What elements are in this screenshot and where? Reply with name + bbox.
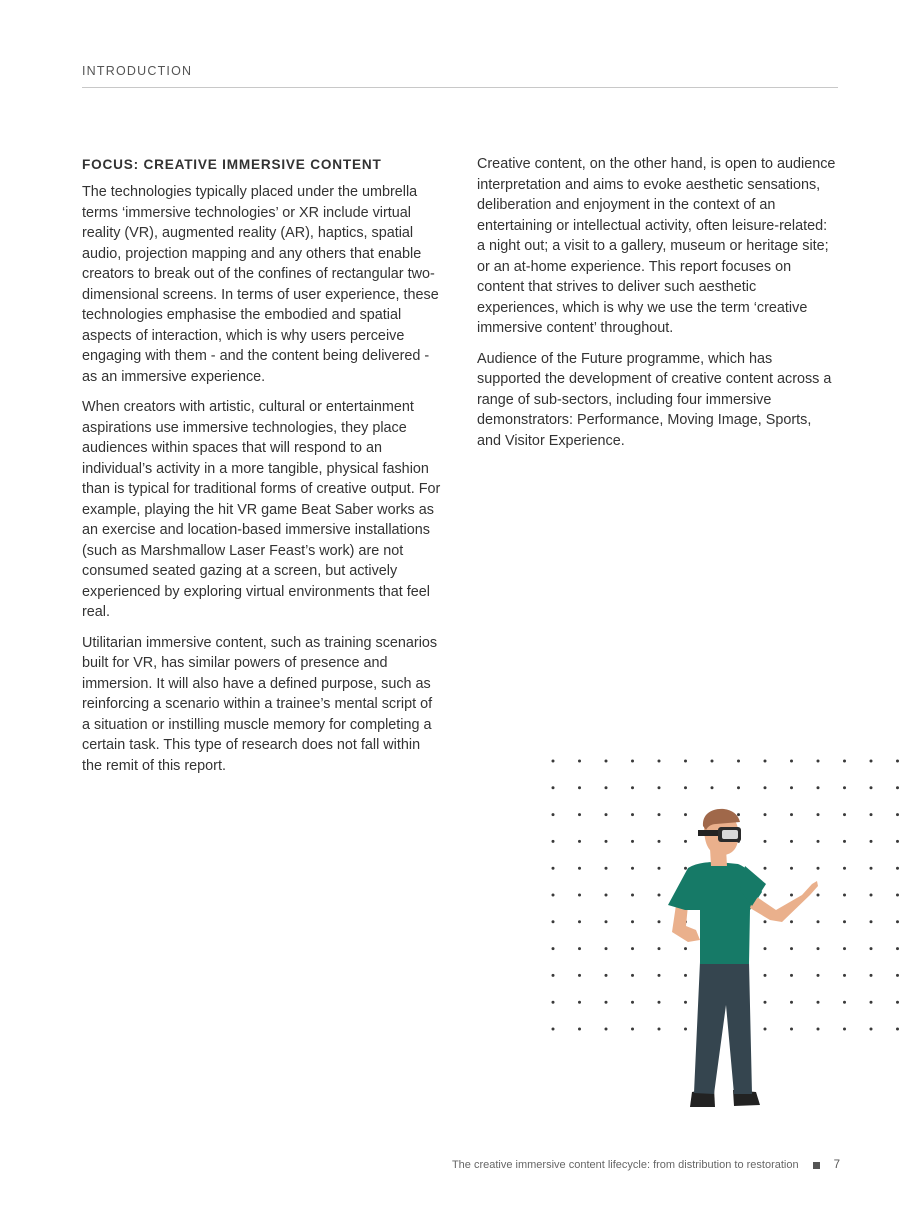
grid-dot	[843, 840, 846, 843]
grid-dot	[552, 1001, 555, 1004]
grid-dot	[870, 840, 873, 843]
grid-dot	[552, 894, 555, 897]
vr-user-illustration	[540, 750, 920, 1120]
grid-dot	[631, 786, 634, 789]
grid-dot	[631, 1001, 634, 1004]
grid-dot	[764, 894, 767, 897]
grid-dot	[896, 1028, 899, 1031]
grid-dot	[631, 760, 634, 763]
grid-dot	[737, 813, 740, 816]
grid-dot	[870, 786, 873, 789]
grid-dot	[578, 1001, 581, 1004]
grid-dot	[658, 947, 661, 950]
grid-dot	[870, 920, 873, 923]
grid-dot	[684, 760, 687, 763]
grid-dot	[552, 920, 555, 923]
grid-dot	[684, 1028, 687, 1031]
grid-dot	[764, 840, 767, 843]
grid-dot	[658, 1001, 661, 1004]
grid-dot	[552, 1028, 555, 1031]
grid-dot	[817, 920, 820, 923]
right-column	[477, 154, 839, 461]
grid-dot	[684, 1001, 687, 1004]
grid-dot	[552, 867, 555, 870]
grid-dot	[605, 1001, 608, 1004]
grid-dot	[605, 920, 608, 923]
footer-title: The creative immersive content lifecycle: from distribution to restoration	[451, 1159, 799, 1171]
grid-dot	[896, 760, 899, 763]
headset-strap	[698, 830, 720, 836]
grid-dot	[843, 867, 846, 870]
grid-dot	[896, 1001, 899, 1004]
grid-dot	[605, 894, 608, 897]
grid-dot	[764, 947, 767, 950]
grid-dot	[578, 813, 581, 816]
grid-dot	[817, 1028, 820, 1031]
grid-dot	[843, 813, 846, 816]
grid-dot	[711, 786, 714, 789]
header-divider	[82, 87, 838, 88]
grid-dot	[817, 867, 820, 870]
grid-dot	[817, 974, 820, 977]
grid-dot	[631, 974, 634, 977]
grid-dot	[605, 786, 608, 789]
right-paragraph-2: Audience of the Future programme, which has supported the development of creative content across a range of sub-sectors, including four immersive demonstrators: Performance, Moving Image, Sports, and Visitor Experience.	[477, 350, 832, 449]
grid-dot	[684, 947, 687, 950]
grid-dot	[605, 760, 608, 763]
grid-dot	[578, 786, 581, 789]
grid-dot	[790, 947, 793, 950]
grid-dot	[817, 947, 820, 950]
grid-dot	[578, 974, 581, 977]
grid-dot	[737, 760, 740, 763]
grid-dot	[658, 867, 661, 870]
section-heading: FOCUS: CREATIVE IMMERSIVE CONTENT	[82, 157, 382, 172]
grid-dot	[764, 1028, 767, 1031]
grid-dot	[790, 1001, 793, 1004]
grid-dot	[605, 813, 608, 816]
grid-dot	[552, 840, 555, 843]
grid-dot	[552, 760, 555, 763]
grid-dot	[658, 974, 661, 977]
grid-dot	[817, 894, 820, 897]
grid-dot	[843, 786, 846, 789]
grid-dot	[817, 840, 820, 843]
grid-dot	[631, 1028, 634, 1031]
grid-dot	[843, 920, 846, 923]
grid-dot	[764, 867, 767, 870]
grid-dot	[658, 786, 661, 789]
grid-dot	[790, 1028, 793, 1031]
grid-dot	[658, 920, 661, 923]
grid-dot	[684, 786, 687, 789]
grid-dot	[790, 974, 793, 977]
left-paragraph-2: When creators with artistic, cultural or entertainment aspirations use immersive technologies, they place audiences within spaces that will respond to an individual’s activity in a more tangible, physical fashion than is typical for traditional forms of creative output. For example, playing the hit VR game Beat Saber works as an exercise and location-based immersive installations (such as Marshmallow Laser Feast’s work) are not consumed seated gazing at a screen, but actively experienced by exploring virtual environments that feel real.	[82, 399, 441, 620]
grid-dot	[870, 867, 873, 870]
grid-dot	[764, 920, 767, 923]
page-number: 7	[833, 1159, 840, 1171]
grid-dot	[684, 813, 687, 816]
grid-dot	[870, 813, 873, 816]
grid-dot	[870, 760, 873, 763]
person-figure	[668, 809, 818, 1107]
grid-dot	[605, 1028, 608, 1031]
grid-dot	[896, 947, 899, 950]
grid-dot	[764, 813, 767, 816]
grid-dot	[790, 894, 793, 897]
grid-dot	[896, 840, 899, 843]
grid-dot	[896, 894, 899, 897]
grid-dot	[764, 974, 767, 977]
grid-dot	[896, 786, 899, 789]
grid-dot	[764, 1001, 767, 1004]
grid-dot	[684, 974, 687, 977]
grid-dot	[790, 920, 793, 923]
grid-dot	[552, 813, 555, 816]
grid-dot	[658, 840, 661, 843]
grid-dot	[605, 947, 608, 950]
grid-dot	[578, 947, 581, 950]
grid-dot	[578, 1028, 581, 1031]
grid-dot	[870, 974, 873, 977]
grid-dot	[764, 760, 767, 763]
grid-dot	[817, 813, 820, 816]
grid-dot	[870, 1028, 873, 1031]
grid-dot	[578, 920, 581, 923]
grid-dot	[631, 867, 634, 870]
grid-dot	[843, 974, 846, 977]
grid-dot	[631, 947, 634, 950]
grid-dot	[870, 1001, 873, 1004]
page-footer	[452, 1159, 840, 1171]
grid-dot	[790, 867, 793, 870]
grid-dot	[631, 894, 634, 897]
grid-dot	[790, 786, 793, 789]
back-arm	[672, 905, 700, 942]
grid-dot	[552, 974, 555, 977]
grid-dot	[870, 947, 873, 950]
grid-dot	[658, 894, 661, 897]
grid-dot	[711, 760, 714, 763]
grid-dot	[817, 1001, 820, 1004]
headset-visor	[722, 830, 738, 839]
grid-dot	[578, 867, 581, 870]
grid-dot	[843, 1001, 846, 1004]
grid-dot	[790, 760, 793, 763]
grid-dot	[658, 1028, 661, 1031]
grid-dot	[817, 786, 820, 789]
grid-dot	[764, 786, 767, 789]
grid-dot	[870, 894, 873, 897]
pants	[694, 962, 752, 1094]
grid-dot	[817, 760, 820, 763]
grid-dot	[552, 786, 555, 789]
left-paragraph-3: Utilitarian immersive content, such as training scenarios built for VR, has similar powers of presence and immersion. It will also have a defined purpose, such as reinforcing a scenario within a trainee’s mental script of a situation or instilling muscle memory for completing a certain task. This type of research does not fall within the remit of this report.	[82, 634, 438, 774]
grid-dot	[684, 867, 687, 870]
grid-dot	[843, 760, 846, 763]
grid-dot	[631, 840, 634, 843]
grid-dot	[896, 920, 899, 923]
grid-dot	[737, 786, 740, 789]
grid-dot	[896, 813, 899, 816]
grid-dot	[843, 947, 846, 950]
grid-dot	[605, 840, 608, 843]
grid-dot	[578, 760, 581, 763]
grid-dot	[605, 867, 608, 870]
grid-dot	[790, 813, 793, 816]
grid-dot	[605, 974, 608, 977]
grid-dot	[843, 1028, 846, 1031]
footer-square-icon	[813, 1162, 820, 1169]
grid-dot	[631, 813, 634, 816]
section-header: INTRODUCTION	[82, 64, 193, 78]
grid-dot	[658, 760, 661, 763]
grid-dot	[790, 840, 793, 843]
grid-dot	[843, 894, 846, 897]
grid-dot	[631, 920, 634, 923]
grid-dot	[684, 840, 687, 843]
grid-dot	[896, 867, 899, 870]
grid-dot	[658, 813, 661, 816]
right-paragraph-1: Creative content, on the other hand, is open to audience interpretation and aims to evoke aesthetic sensations, deliberation and enjoyment in the context of an entertaining or intellectual activity, often leisure-related: a night out; a visit to a gallery, museum or heritage site; or an at-home experience. This report focuses on content that strives to deliver such aesthetic experiences, which is why we use the term ‘creative immersive content’ throughout.	[477, 156, 836, 336]
grid-dot	[896, 974, 899, 977]
grid-dot	[578, 840, 581, 843]
grid-dot	[578, 894, 581, 897]
grid-dot	[552, 947, 555, 950]
left-column	[82, 154, 444, 786]
left-paragraph-1: The technologies typically placed under the umbrella terms ‘immersive technologies’ or XR include virtual reality (VR), augmented reality (AR), haptics, spatial audio, projection mapping and any others that enable creators to break out of the confines of rectangular two-dimensional screens. In terms of user experience, these technologies emphasise the embodied and spatial aspects of interaction, which is why users perceive engaging with them - and the content being delivered - as an immersive experience.	[82, 184, 439, 385]
